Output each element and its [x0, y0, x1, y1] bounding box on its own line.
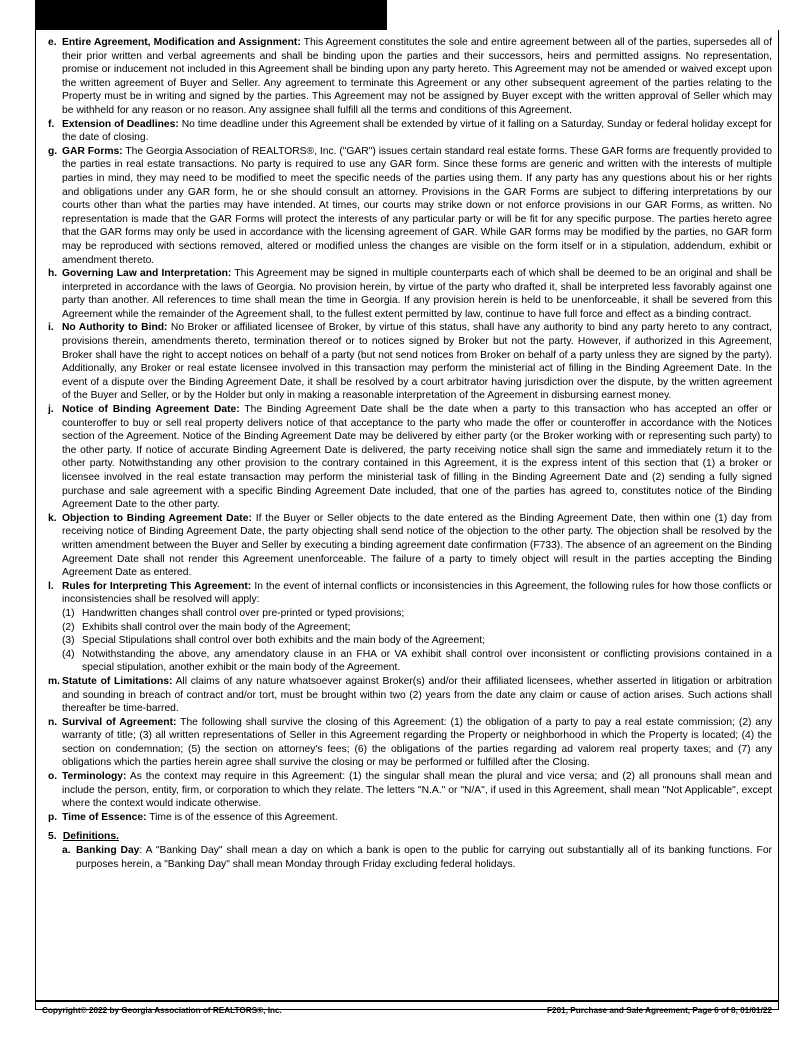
rule-item — [62, 621, 772, 635]
clause-text: All claims of any nature whatsoever against Broker(s) and/or their affiliated licensees, whether asserted in litigation or arbitration and sounding in breach of contract and/or tort, must be brought within two (2) years from the date any claim or cause of action arises. Such actions shall thereafter be time-barred. — [62, 675, 773, 715]
clause-item — [48, 770, 772, 811]
definition-banking-day — [62, 844, 772, 871]
clause-letter: h. — [48, 268, 58, 280]
clause-heading: Entire Agreement, Modification and Assignment: — [62, 37, 301, 48]
clause-text: : A "Banking Day" shall mean a day on which a bank is open to the public for carrying out substantially all of its banking functions. For purposes herein, a "Banking Day" shall mean Monday through Friday excluding federal holidays. — [76, 845, 772, 870]
header-redaction-bar — [35, 0, 387, 30]
clause-item — [48, 716, 772, 770]
section-number: 5. — [48, 831, 57, 843]
clause-text: The following shall survive the closing of this Agreement: (1) the obligation of a party to pay a real estate commission; (2) any warranty of title; (3) all written representations of Seller in this Agreement regarding the Property or neighborhood in which the Property is located; (4) the section on condemnation; (5) the section on attorney's fees; (6) the obligations of the parties regarding ad valorem real property taxes; and (7) any obligations which the parties herein agree shall survive the closing or may be performed or fulfilled after the Closing. — [62, 716, 772, 769]
section-title — [48, 830, 772, 844]
clause-letter: m. — [48, 675, 61, 687]
clause-text: This Agreement may be signed in multiple counterparts each of which shall be deemed to be an original and shall be interpreted in accordance with the laws of Georgia. No provision herein, by virtue of the party who drafted it, shall be interpreted less favorably against one party than another. All references to time shall mean the time in Georgia. If any provision herein is held to be unenforceable, it shall be severed from this Agreement while the remainder of the Agreement shall, to the fullest extent permitted by law, continue to have full force and effect as a binding contract. — [62, 268, 772, 320]
footer-copyright: Copyright© 2022 by Georgia Association of REALTORS®, Inc. — [42, 1006, 282, 1015]
clause-text: If the Buyer or Seller objects to the date entered as the Binding Agreement Date, then within one (1) day from receiving notice of Binding Agreement Date, the party objecting shall send notice of the objection to the other party. The objection shall be resolved by the written amendment between the Buyer and Seller by executing a binding agreement date confirmation (F733). The absence of an agreement on the Binding Agreement Date shall not render this Agreement unenforceable. The failure of a party to timely object will result in the parties accepting the Binding Agreement Date as entered. — [62, 512, 772, 579]
clause-letter: l. — [48, 580, 54, 592]
rule-item — [62, 607, 772, 621]
rule-text: Special Stipulations shall control over both exhibits and the main body of the Agreement; — [82, 635, 485, 647]
clause-rules — [48, 580, 772, 675]
clause-item — [48, 36, 772, 118]
clause-item — [48, 512, 772, 580]
clause-text: No Broker or affiliated licensee of Broker, by virtue of this status, shall have any authority to bind any party hereto to any contract, provisions therein, amendments thereto, termination thereof or to notices signed by Broker but not the party. However, if authorized in this Agreement, Broker shall have the right to accept notices on behalf of a party (but not send notices from Broker on behalf of a party unless they are signed by the party). Additionally, any Broker or real estate licensee involved in this transaction may perform the ministerial act of filling in the Binding Agreement Date. In the event of a dispute over the Binding Agreement Date, it shall be resolved by a court arbitrator having jurisdiction over the dispute, by the written agreement of the Buyer and Seller, or by the Holder but only in making a reasonable interpretation of the Agreement in disbursing earnest money. — [62, 322, 772, 402]
document-body — [48, 36, 772, 871]
rule-item — [62, 648, 772, 675]
rule-text: Notwithstanding the above, any amendatory clause in an FHA or VA exhibit shall control over inconsistent or conflicting provisions contained in a special stipulation, another exhibit or the main body of the Agreement. — [82, 648, 772, 674]
clause-heading: GAR Forms: — [62, 145, 123, 157]
clause-heading: Survival of Agreement: — [62, 716, 177, 728]
clause-item — [48, 118, 772, 145]
clause-heading: Statute of Limitations: — [62, 675, 173, 687]
clause-letter: p. — [48, 811, 58, 823]
rule-number: (3) — [62, 635, 75, 647]
clause-letter: j. — [48, 404, 54, 416]
clause-item — [48, 145, 772, 267]
clauses-list-continued — [48, 675, 772, 825]
clause-heading: Banking Day — [76, 845, 140, 857]
section-label: Definitions. — [62, 831, 119, 843]
clause-item — [48, 403, 772, 512]
clause-text: No time deadline under this Agreement shall be extended by virtue of it falling on a Saturday, Sunday or federal holiday except for the date of closing. — [62, 118, 772, 144]
clause-text: This Agreement constitutes the sole and entire agreement between all of the parties, supersedes all of their prior written and verbal agreements and shall be binding upon the parties and their successors, heirs and permitted assigns. No representation, promise or inducement not included in this Agreement shall be binding upon any party hereto. This Agreement may not be amended or waived except upon the written agreement of Buyer and Seller. Any agreement to terminate this Agreement or any other subsequent agreement of the parties relating to the Property must be in writing and signed by the parties. This Agreement may not be assigned by Buyer except with the written approval of Seller which may be withheld for any reason or no reason. Any assignee shall fulfill all the terms and conditions of this Agreement. — [62, 37, 772, 116]
clause-heading: Terminology: — [62, 771, 127, 783]
clause-heading: Extension of Deadlines: — [62, 118, 179, 130]
clause-heading: Rules for Interpreting This Agreement: — [62, 580, 252, 592]
clause-heading: No Authority to Bind: — [62, 322, 168, 334]
rule-number: (4) — [62, 648, 75, 660]
footer-divider — [35, 1000, 779, 1002]
clause-text: The Binding Agreement Date shall be the date when a party to this transaction who has accepted an offer or counteroffer to buy or sell real property delivers notice of that acceptance to the party who made the offer or counteroffer in accordance with the Notices section of the Agreement. Notice of the Binding Agreement Date may be delivered by either party (or the Broker working with or representing such party) to the other party. If notice of accurate Binding Agreement Date is delivered, the party receiving notice shall sign the same and immediately return it to the other party. Notwithstanding any other provision to the contrary contained in this Agreement, it is the express intent of this section that (1) a broker or licensee involved in the real estate transaction may perform the ministerial task of filling in the Binding Agreement Date and (2) sending a fully signed purchase and sale agreement with a specific Binding Agreement Date included, that one of the parties has agreed to, constitutes notice of the Binding Agreement Date to the other party. — [62, 404, 772, 511]
clause-text: Time is of the essence of this Agreement. — [149, 811, 338, 823]
rule-number: (2) — [62, 621, 75, 633]
clause-letter: k. — [48, 512, 57, 524]
clause-letter: o. — [48, 771, 58, 783]
clause-text: As the context may require in this Agreement: (1) the singular shall mean the plural and vice versa; and (2) all pronouns shall mean and include the person, entity, firm, or corporation to which they relate. The letters "N.A." or "N/A", if used in this Agreement, shall mean "Not Applicable", except where the context would indicate otherwise. — [62, 771, 772, 810]
clause-letter: n. — [48, 716, 58, 728]
clause-letter: g. — [48, 145, 58, 157]
clause-letter: f. — [48, 118, 55, 130]
clauses-list — [48, 36, 772, 580]
clause-heading: Governing Law and Interpretation: — [62, 268, 232, 280]
clause-text: The Georgia Association of REALTORS®, Inc. ("GAR") issues certain standard real estate forms. These GAR forms are frequently provided to the parties in real estate transactions. No party is required to use any GAR form. Since these forms are generic and written with the interests of multiple parties in mind, they may need to be modified to meet the specific needs of the parties using them. If any party has any questions about his or her rights and obligations under any GAR form, he or she should consult an attorney. Provisions in the GAR Forms are subject to differing interpretations by our courts other than what the parties may have intended. At times, our courts may strike down or not enforce provisions in our GAR Forms, as written. No representation is made that the GAR Forms will protect the interests of any particular party or will be fit for any specific purpose. The parties hereto agree that the GAR forms may only be used in accordance with the licensing agreement of GAR. While GAR forms may be modified by the parties, no GAR form may be reproduced with sections removed, altered or modified unless the changes are visible on the form itself or in a stipulation, addendum, exhibit or amendment thereto. — [62, 145, 772, 266]
clause-heading: Objection to Binding Agreement Date: — [62, 512, 252, 524]
clause-text: In the event of internal conflicts or inconsistencies in this Agreement, the following rules for how those conflicts or inconsistencies shall be resolved will apply: — [62, 580, 772, 606]
clause-item — [48, 675, 772, 716]
footer-form-info: F201, Purchase and Sale Agreement, Page 6 of 8, 01/01/22 — [547, 1006, 772, 1015]
clause-letter: a. — [62, 845, 71, 857]
rule-text: Handwritten changes shall control over pre-printed or typed provisions; — [82, 607, 405, 619]
page-footer — [42, 1006, 772, 1015]
clause-letter: e. — [48, 37, 57, 48]
clause-item — [48, 321, 772, 403]
rule-item — [62, 634, 772, 648]
clause-letter: i. — [48, 322, 54, 334]
rules-list — [62, 607, 772, 675]
rule-text: Exhibits shall control over the main body of the Agreement; — [82, 621, 351, 633]
clause-heading: Notice of Binding Agreement Date: — [62, 404, 240, 416]
clause-item — [48, 811, 772, 825]
clause-heading: Time of Essence: — [62, 811, 147, 823]
definitions-section — [48, 830, 772, 871]
clause-item — [48, 267, 772, 321]
rule-number: (1) — [62, 607, 75, 619]
